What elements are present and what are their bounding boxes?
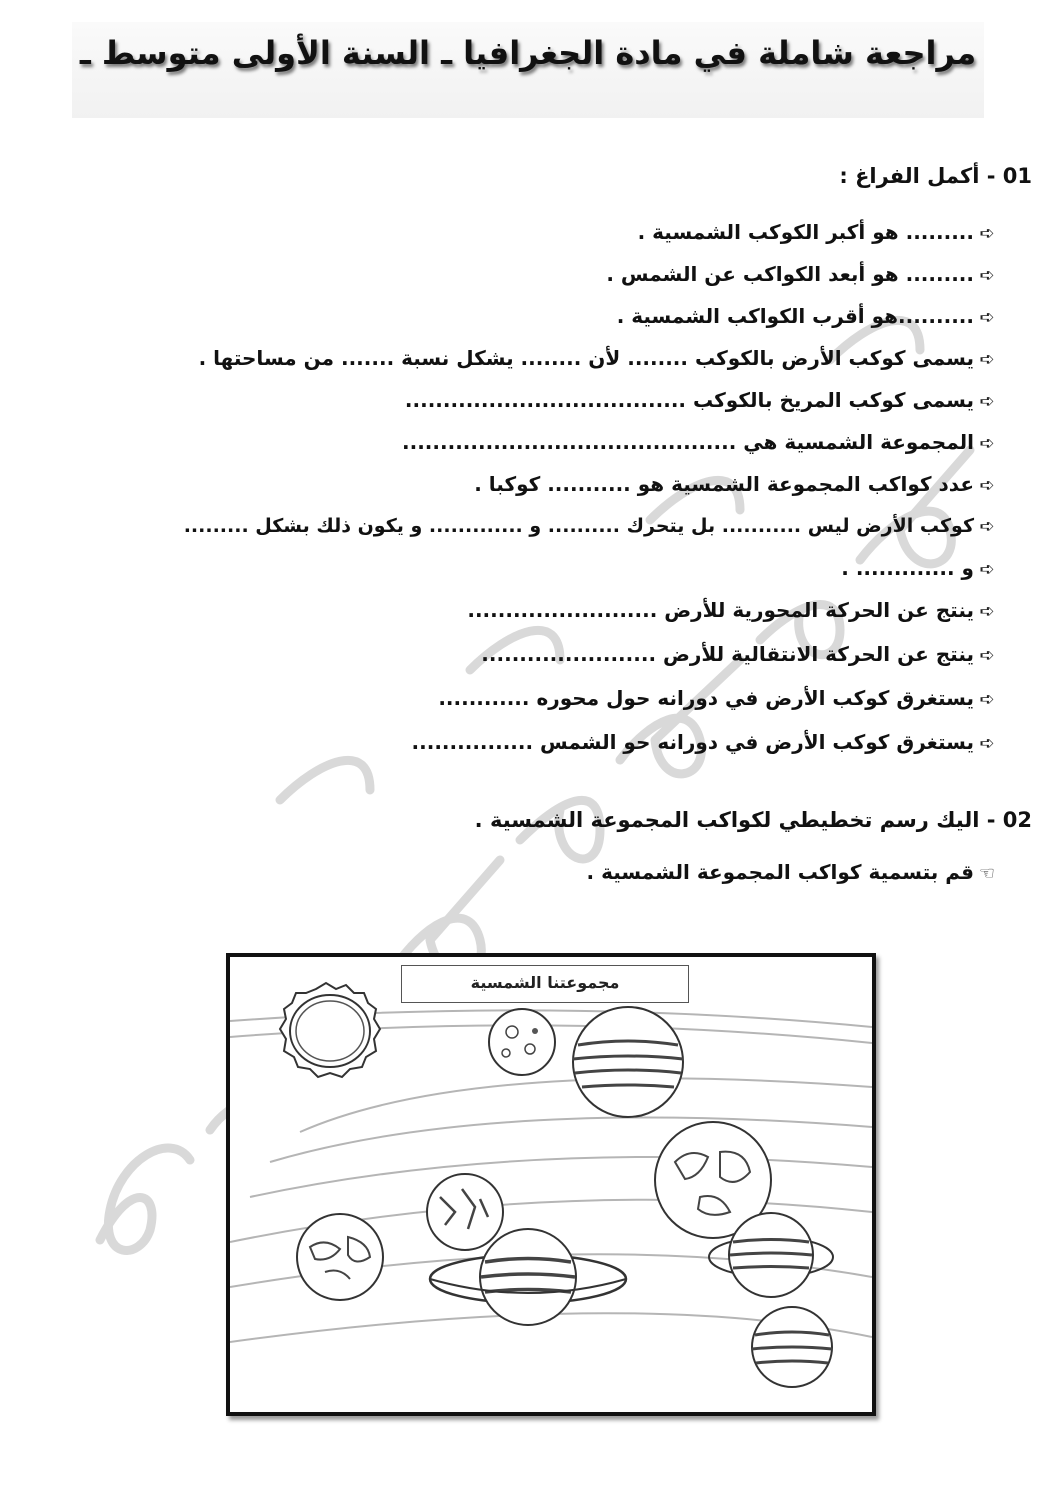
fill-item-1 [638,218,1000,248]
neptune-icon [752,1307,832,1387]
fill-item-text: يسمى كوكب المريخ بالكوكب ..................................... [404,388,974,412]
fill-item-10 [467,596,1000,626]
fill-item-text: كوكب الأرض ليس ........... بل يتحرك .......... و ............. و يكون ذلك بشكل ......... [183,515,974,537]
arrow-bullet-icon: ➪ [979,265,995,286]
venus-icon [573,1007,683,1117]
solar-system-figure [226,953,876,1416]
uranus-icon [297,1214,383,1300]
fill-item-text: ينتج عن الحركة الانتقالية للأرض ....................... [481,642,974,666]
fill-item-5 [405,386,1000,416]
fill-item-13 [412,728,1000,758]
fill-item-text: ......... هو أبعد الكواكب عن الشمس . [606,262,974,286]
fill-item-text: و ............. . [841,556,974,580]
arrow-bullet-icon: ➪ [979,223,995,244]
arrow-bullet-icon: ➪ [979,601,995,622]
fill-item-text: ينتج عن الحركة المحورية للأرض ......................... [467,598,974,622]
fill-item-11 [481,640,1000,670]
arrow-bullet-icon: ➪ [979,433,995,454]
page-title: مراجعة شاملة في مادة الجغرافيا ـ السنة الأولى متوسط ـ [79,34,977,72]
instruction-line [587,858,1000,888]
fill-item-text: ......... هو أكبر الكوكب الشمسية . [637,220,974,244]
fill-item-text: يستغرق كوكب الأرض في دورانه حو الشمس ................ [411,730,974,754]
instruction-text: قم بتسمية كواكب المجموعة الشمسية . [586,860,974,884]
fill-item-7 [474,470,1000,500]
arrow-bullet-icon: ➪ [979,689,995,710]
section2-heading: 02 - اليك رسم تخطيطي لكواكب المجموعة الشمسية . [474,808,1032,832]
orbit-line [250,1157,872,1197]
arrow-bullet-icon: ➪ [979,475,995,496]
fill-item-8 [184,512,1000,541]
fill-item-2 [606,260,1000,290]
orbit-line [270,1118,872,1162]
fill-item-text: يستغرق كوكب الأرض في دورانه حول محوره ............ [438,686,974,710]
arrow-bullet-icon: ➪ [979,645,995,666]
fill-item-4 [199,344,1000,374]
arrow-bullet-icon: ➪ [979,391,995,412]
fill-item-text: يسمى كوكب الأرض بالكوكب ........ لأن ........ يشكل نسبة ....... من مساحتها . [198,346,974,370]
fill-item-6 [402,428,1000,458]
mercury-icon [489,1009,555,1075]
fill-item-text: المجموعة الشمسية هي ............................................ [402,430,974,454]
arrow-bullet-icon: ➪ [979,349,995,370]
fill-item-3 [617,302,1000,332]
sun-icon [280,983,380,1077]
arrow-bullet-icon: ➪ [979,307,995,328]
fill-item-9 [841,554,1000,584]
solar-system-drawing [230,957,872,1412]
arrow-bullet-icon: ➪ [979,516,995,537]
fill-item-12 [438,684,1000,714]
figure-title: مجموعتنا الشمسية [401,965,689,1003]
fill-item-text: ..........هو أقرب الكواكب الشمسية . [616,304,974,328]
arrow-bullet-icon: ➪ [979,733,995,754]
pointing-hand-icon: ☜ [978,863,996,884]
section1-heading: 01 - أكمل الفراغ : [839,164,1032,188]
fill-item-text: عدد كواكب المجموعة الشمسية هو ........... كوكبا . [474,472,974,496]
mars-icon [427,1174,503,1250]
arrow-bullet-icon: ➪ [979,559,995,580]
